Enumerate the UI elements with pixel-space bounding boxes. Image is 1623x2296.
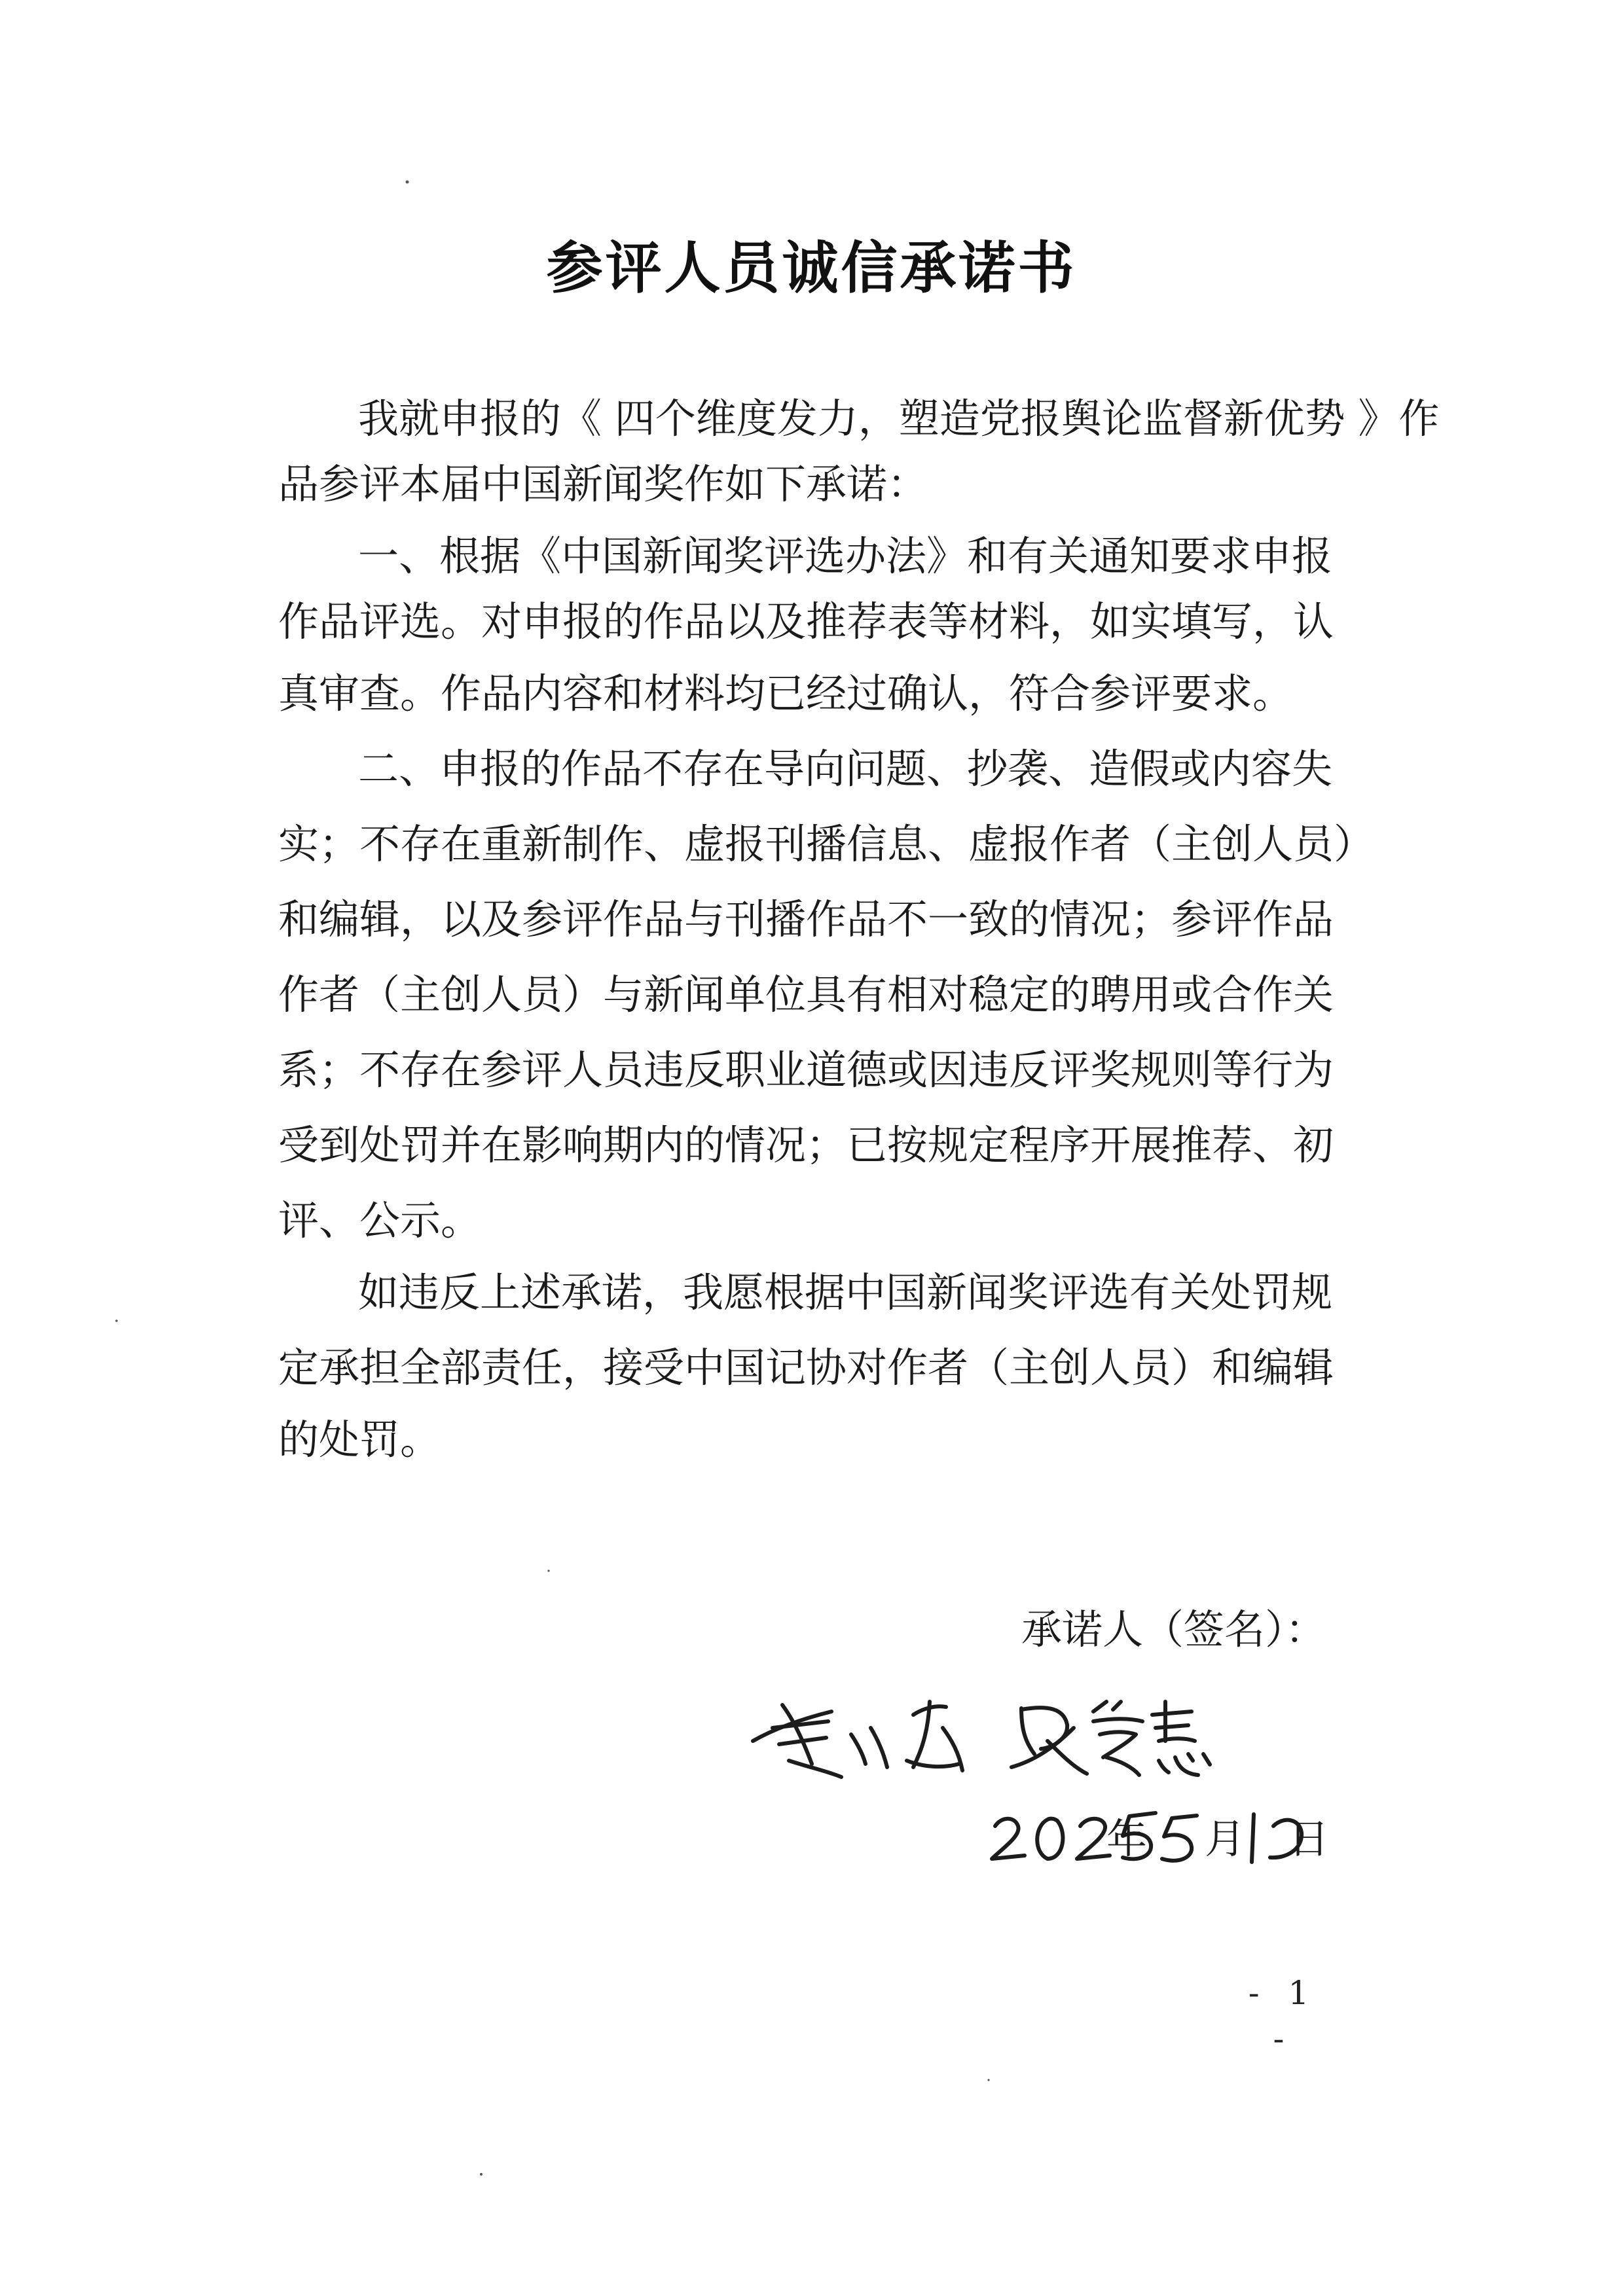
date-month-unit: 月: [1205, 1815, 1246, 1863]
paragraph-line: 我就申报的《 四个维度发力，塑造党报舆论监督新优势 》作: [358, 395, 1440, 442]
paragraph-line: 二、申报的作品不存在导向问题、抄袭、造假或内容失: [358, 745, 1333, 793]
paragraph-line: 和编辑，以及参评作品与刊播作品不一致的情况；参评作品: [278, 895, 1334, 943]
paragraph-line: 定承担全部责任，接受中国记协对作者（主创人员）和编辑: [278, 1344, 1334, 1391]
paragraph-line: 一、根据《中国新闻奖评选办法》和有关通知要求申报: [358, 532, 1333, 580]
date-year-unit: 年: [1106, 1815, 1148, 1863]
paragraph-line: 如违反上述承诺，我愿根据中国新闻奖评选有关处罚规: [358, 1268, 1333, 1316]
scan-speck: [406, 181, 409, 184]
paragraph-line: 真审查。作品内容和材料均已经过确认，符合参评要求。: [278, 670, 1294, 717]
paragraph-line: 评、公示。: [278, 1196, 482, 1244]
scan-speck: [115, 1319, 118, 1322]
paragraph-line: 作者（主创人员）与新闻单位具有相对稳定的聘用或合作关: [278, 971, 1334, 1018]
signature-label: 承诺人（签名）：: [1021, 1605, 1326, 1653]
paragraph-line: 受到处罚并在影响期内的情况；已按规定程序开展推荐、初: [278, 1121, 1334, 1169]
page-number: - 1 -: [1248, 1974, 1319, 2058]
scan-speck: [480, 2173, 483, 2176]
paragraph-line: 品参评本届中国新闻奖作如下承诺：: [278, 460, 928, 508]
paragraph-line: 实；不存在重新制作、虚报刊播信息、虚报作者（主创人员）: [278, 820, 1375, 868]
document-title: 参评人员诚信承诺书: [546, 236, 1077, 301]
paragraph-line: 系；不存在参评人员违反职业道德或因违反评奖规则等行为: [278, 1046, 1334, 1094]
paragraph-line: 作品评选。对申报的作品以及推荐表等材料，如实填写，认: [278, 598, 1334, 645]
paragraph-line: 的处罚。: [278, 1416, 441, 1463]
scan-speck: [987, 2079, 989, 2081]
scan-speck: [547, 1570, 549, 1571]
date-day-unit: 日: [1288, 1815, 1330, 1863]
